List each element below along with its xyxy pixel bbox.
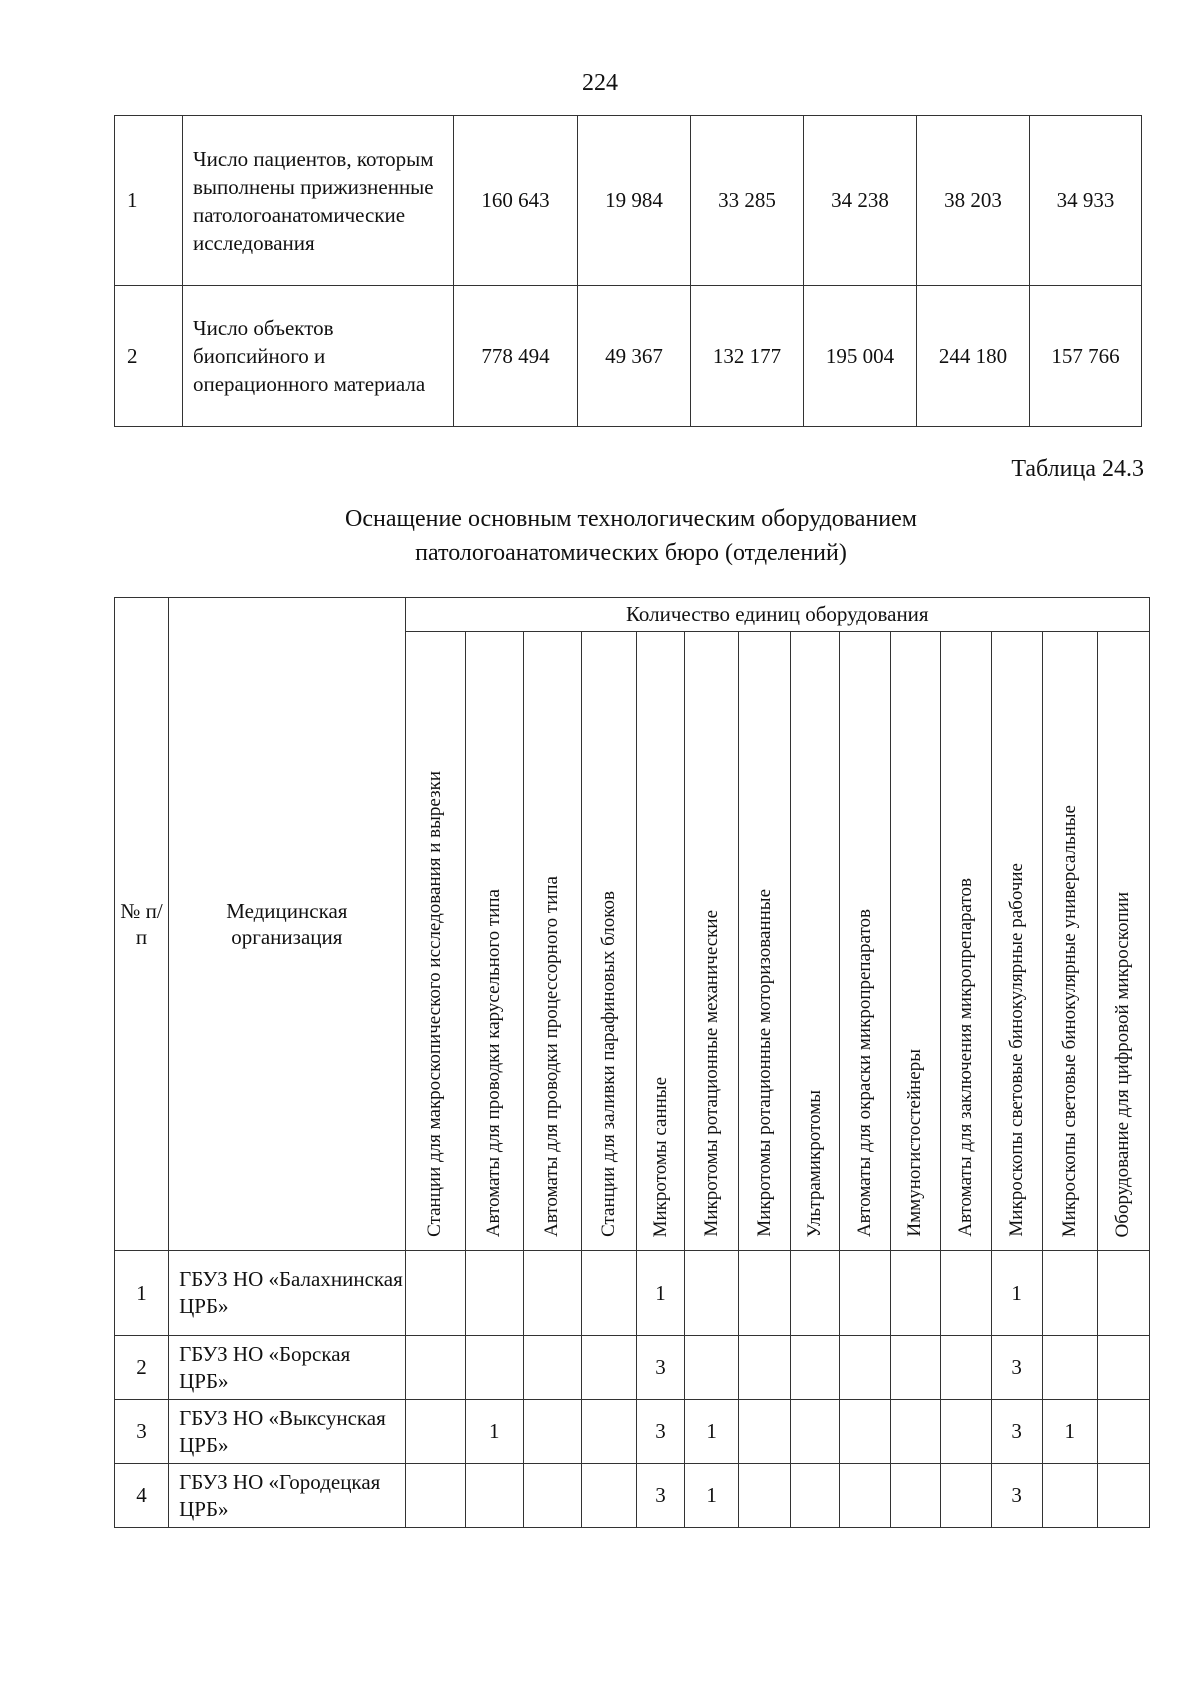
col-header-number: № п/п	[115, 598, 169, 1251]
table-cell: 3	[636, 1400, 684, 1464]
table-cell: 34 238	[804, 116, 917, 286]
table-cell: 1	[1042, 1400, 1097, 1464]
row-number: 1	[115, 116, 183, 286]
table-cell	[1097, 1464, 1149, 1528]
table-cell: 244 180	[917, 286, 1030, 427]
table-cell	[581, 1464, 636, 1528]
table-cell: 195 004	[804, 286, 917, 427]
table-cell: 1	[465, 1400, 523, 1464]
col-header-equipment	[1042, 632, 1097, 1251]
col-header-organization: Медицинская организация	[169, 598, 405, 1251]
table-cell: 3	[636, 1464, 684, 1528]
table-cell: 778 494	[454, 286, 578, 427]
table-cell	[940, 1400, 991, 1464]
table-cell: 19 984	[578, 116, 691, 286]
col-header-equipment	[465, 632, 523, 1251]
equipment-label: Станции для заливки парафиновых блоков	[597, 891, 619, 1237]
continued-statistics-table	[114, 115, 1142, 427]
row-label: Число объектов биопсийного и операционного материала	[183, 286, 454, 427]
col-header-equipment	[940, 632, 991, 1251]
row-number: 3	[115, 1400, 169, 1464]
row-number: 2	[115, 286, 183, 427]
equipment-label: Автоматы для заключения микропрепаратов	[954, 878, 976, 1237]
table-cell: 3	[991, 1400, 1042, 1464]
table-row	[115, 1464, 1150, 1528]
col-header-equipment	[405, 632, 465, 1251]
col-header-equipment	[1097, 632, 1149, 1251]
table-caption: Таблица 24.3	[1011, 456, 1144, 482]
table-cell	[465, 1464, 523, 1528]
table-cell: 1	[685, 1400, 739, 1464]
table-cell	[465, 1251, 523, 1336]
table-row	[115, 1251, 1150, 1336]
table-row	[115, 116, 1142, 286]
table-cell	[1042, 1464, 1097, 1528]
table-cell	[523, 1336, 581, 1400]
col-header-equipment	[991, 632, 1042, 1251]
table-cell	[791, 1336, 840, 1400]
table-title-line: Оснащение основным технологическим оборудованием	[344, 506, 917, 532]
table-row	[115, 1336, 1150, 1400]
page-number: 224	[582, 70, 618, 96]
table-cell	[405, 1400, 465, 1464]
equipment-label: Станции для макроскопического исследования и вырезки	[424, 771, 446, 1237]
table-cell: 1	[685, 1464, 739, 1528]
col-header-equipment	[636, 632, 684, 1251]
table-cell: 160 643	[454, 116, 578, 286]
row-label: Число пациентов, которым выполнены прижизненные патологоанатомические исследования	[183, 116, 454, 286]
table-cell: 33 285	[691, 116, 804, 286]
equipment-label: Оборудование для цифровой микроскопии	[1112, 891, 1134, 1237]
col-header-equipment	[739, 632, 791, 1251]
table-cell	[1042, 1251, 1097, 1336]
table-cell: 1	[636, 1251, 684, 1336]
table-title	[0, 502, 1200, 570]
table-cell	[685, 1336, 739, 1400]
row-number: 4	[115, 1464, 169, 1528]
table-cell	[840, 1400, 891, 1464]
table-cell	[1042, 1336, 1097, 1400]
table-cell	[891, 1251, 940, 1336]
table-cell	[523, 1400, 581, 1464]
table-cell	[940, 1251, 991, 1336]
table-cell	[1097, 1251, 1149, 1336]
table-cell	[791, 1251, 840, 1336]
table-cell	[940, 1336, 991, 1400]
row-number: 2	[115, 1336, 169, 1400]
table-cell	[791, 1464, 840, 1528]
organization-name: ГБУЗ НО «Городецкая ЦРБ»	[169, 1464, 405, 1528]
table-cell	[739, 1251, 791, 1336]
equipment-label: Автоматы для проводки карусельного типа	[483, 888, 505, 1237]
table-cell	[739, 1336, 791, 1400]
table-cell	[840, 1336, 891, 1400]
equipment-label: Микроскопы световые бинокулярные рабочие	[1005, 863, 1027, 1237]
table-cell	[840, 1251, 891, 1336]
table-cell: 34 933	[1030, 116, 1142, 286]
col-group-header: Количество единиц оборудования	[405, 598, 1149, 632]
table-cell	[523, 1464, 581, 1528]
table-cell: 3	[991, 1336, 1042, 1400]
table-cell	[891, 1336, 940, 1400]
table-cell	[581, 1400, 636, 1464]
table-cell	[1097, 1336, 1149, 1400]
table-cell	[739, 1464, 791, 1528]
table-cell: 157 766	[1030, 286, 1142, 427]
col-header-equipment	[581, 632, 636, 1251]
table-cell: 49 367	[578, 286, 691, 427]
equipment-label: Автоматы для проводки процессорного типа	[541, 876, 563, 1237]
table-cell	[581, 1336, 636, 1400]
equipment-table	[114, 597, 1150, 1528]
table-cell: 38 203	[917, 116, 1030, 286]
table-row	[115, 286, 1142, 427]
col-header-equipment	[523, 632, 581, 1251]
table-cell: 3	[636, 1336, 684, 1400]
table-cell	[840, 1464, 891, 1528]
table-cell: 3	[991, 1464, 1042, 1528]
organization-name: ГБУЗ НО «Борская ЦРБ»	[169, 1336, 405, 1400]
col-header-equipment	[685, 632, 739, 1251]
table-cell: 1	[991, 1251, 1042, 1336]
table-cell	[405, 1251, 465, 1336]
table-cell	[465, 1336, 523, 1400]
table-cell	[891, 1464, 940, 1528]
equipment-label: Микротомы ротационные моторизованные	[753, 889, 775, 1237]
table-title-line: патологоанатомических бюро (отделений)	[415, 540, 847, 566]
table-cell	[891, 1400, 940, 1464]
organization-name: ГБУЗ НО «Выксунская ЦРБ»	[169, 1400, 405, 1464]
organization-name: ГБУЗ НО «Балахнинская ЦРБ»	[169, 1251, 405, 1336]
table-cell	[940, 1464, 991, 1528]
row-number: 1	[115, 1251, 169, 1336]
equipment-label: Микротомы ротационные механические	[700, 910, 722, 1237]
table-cell	[791, 1400, 840, 1464]
equipment-label: Микроскопы световые бинокулярные универсальные	[1058, 804, 1080, 1237]
table-cell	[739, 1400, 791, 1464]
table-cell	[1097, 1400, 1149, 1464]
equipment-label: Ультрамикротомы	[804, 1089, 826, 1237]
table-cell	[581, 1251, 636, 1336]
col-header-equipment	[840, 632, 891, 1251]
equipment-label: Иммуногистостейнеры	[904, 1049, 926, 1237]
table-cell	[685, 1251, 739, 1336]
equipment-label: Микротомы санные	[649, 1076, 671, 1237]
equipment-label: Автоматы для окраски микропрепаратов	[854, 908, 876, 1237]
table-cell	[405, 1336, 465, 1400]
table-row	[115, 1400, 1150, 1464]
table-cell	[405, 1464, 465, 1528]
col-header-equipment	[791, 632, 840, 1251]
table-cell	[523, 1251, 581, 1336]
col-header-equipment	[891, 632, 940, 1251]
table-cell: 132 177	[691, 286, 804, 427]
